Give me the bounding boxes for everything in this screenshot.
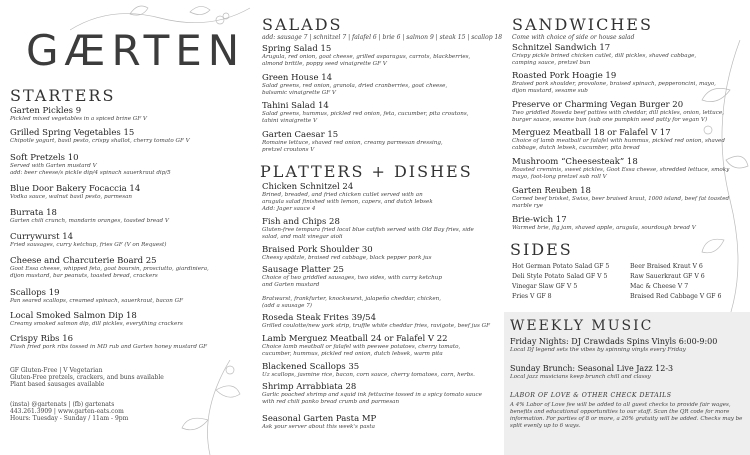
- menu-item: Currywurst 14 Fried sausages, curry ketchup, fries GF (V on Request): [10, 232, 167, 248]
- menu-item: Sausage Platter 25 Choice of two griddled sausages, two sides, with curry ketchup and Garten mustard Bratwurst, frankfurter, knockwurst, jalapeño cheddar, chicken, (add a sausage 7): [262, 265, 442, 309]
- menu-item: Brie-wich 17 Warmed brie, fig jam, shaved apple, arugula, sourdough bread V: [512, 215, 696, 231]
- salad-addons: add: sausage 7 | schnitzel 7 | falafel 6 | brie 6 | salmon 9 | steak 15 | scallop 18: [262, 34, 503, 41]
- side-item: Deli Style Potato Salad GF V 5: [512, 273, 608, 280]
- side-item: Mac & Cheese V 7: [630, 283, 689, 290]
- sandwiches-heading: SANDWICHES: [512, 15, 653, 34]
- menu-item: Soft Pretzels 10 Served with Garten mustard V add: beer cheese/s pickle dip/4 spinach sauerkraut dip/5: [10, 153, 171, 176]
- menu-item: Garten Reuben 18 Corned beef brisket, Swiss, beer braised kraut, 1000 island, beef fat toasted marble rye: [512, 186, 730, 209]
- garten-logo: GÆRTEN: [26, 26, 246, 75]
- labor-of-love-text: A 4% Labor of Love fee will be added to all guest checks to provide fair wages, benefits and educational opportunities to our staff. Scan the QR code for more information. For parties of 8 or more, a 20% gratuity will be added. Checks may be split evenly up to 6 ways.: [510, 402, 743, 429]
- side-item: Vinegar Slaw GF V 5: [512, 283, 578, 290]
- menu-item: Garten Pickles 9 Pickled mixed vegetables in a spiced brine GF V: [10, 106, 147, 122]
- menu-item: Grilled Spring Vegetables 15 Chipotle yogurt, basil pesto, crispy shallot, cherry tomato GF V: [10, 128, 190, 144]
- sides-heading: SIDES: [510, 240, 573, 259]
- menu-item: Tahini Salad 14 Salad greens, hummus, pickled red onion, feta, cucumber, pita croutons, tahini vinaigrette V: [262, 101, 469, 124]
- weekly-music-panel: [504, 312, 750, 455]
- menu-item: Preserve or Charming Vegan Burger 20 Two griddled Roseda beef patties with cheddar, dill pickles, onion, lettuce, burger sauce, sesame bun (sub one pumpkin seed patty for vegan V): [512, 100, 725, 123]
- menu-item: Lamb Merguez Meatball 24 or Falafel V 22 Choice lamb meatball or falafel with peewee potatoes, cherry tomato, cucumber, hummus, pickled red onion, dutch lebsek, warm pita: [262, 334, 461, 357]
- menu-item: Roasted Pork Hoagie 19 Braised pork shoulder, provolone, braised spinach, pepperoncini, mayo, dijon mustard, sesame sub: [512, 71, 716, 94]
- menu-item: Roseda Steak Frites 39/54 Grilled coulotte/new york strip, truffle white cheddar fries, ravigote, beef jus GF: [262, 313, 491, 329]
- menu-item: Green House 14 Salad greens, red onion, granola, dried cranberries, goat cheese, balsamic vinaigrette GF V: [262, 73, 448, 96]
- starters-heading: STARTERS: [10, 86, 116, 105]
- platters-heading: PLATTERS + DISHES: [260, 162, 473, 181]
- menu-item: Local Smoked Salmon Dip 18 Creamy smoked salmon dip, dill pickles, everything crackers: [10, 311, 183, 327]
- side-item: Beer Braised Kraut V 6: [630, 263, 703, 270]
- menu-item: Schnitzel Sandwich 17 Crispy pickle brined chicken cutlet, dill pickles, shaved cabbage, camping sauce, pretzel bun: [512, 43, 697, 66]
- botanical-sketch-bottom-left: [170, 360, 250, 455]
- side-item: Hot German Potato Salad GF 5: [512, 263, 610, 270]
- salads-heading: SALADS: [262, 15, 343, 34]
- menu-item: Spring Salad 15 Arugula, red onion, goat cheese, grilled asparagus, carrots, blackberries, almond brittle, poppy seed vinaigrette GF V: [262, 44, 471, 67]
- side-item: Fries V GF 8: [512, 293, 552, 300]
- music-event: Sunday Brunch: Seasonal Live Jazz 12-3 Local jazz musicians keep brunch chill and classy: [510, 364, 674, 380]
- menu-item: Burrata 18 Garten chili crunch, mandarin oranges, toasted bread V: [10, 208, 169, 224]
- menu-item: Mushroom “Cheesesteak” 18 Roasted creminis, sweet pickles, Goot Essa cheese, shredded lettuce, smoky mayo, foot-long pretzel sub roll V: [512, 157, 730, 180]
- menu-item: Scallops 19 Pan seared scallops, creamed spinach, sauerkraut, bacon GF: [10, 288, 184, 304]
- menu-item: Crispy Ribs 16 Flash fried pork ribs tossed in MD rub and Garten honey mustard GF: [10, 334, 208, 350]
- menu-item: Merguez Meatball 18 or Falafel V 17 Choice of lamb meatball or falafel with hummus, pickled red onion, shaved cabbage, dutch lebsek, cucumber, pita bread: [512, 128, 725, 151]
- labor-of-love-heading: LABOR OF LOVE & OTHER CHECK DETAILS: [510, 392, 672, 399]
- menu-item: Braised Pork Shoulder 30 Cheesy spätzle, braised red cabbage, black pepper pork jus: [262, 245, 432, 261]
- weekly-music-heading: WEEKLY MUSIC: [510, 318, 654, 334]
- menu-item: Garten Caesar 15 Romaine lettuce, shaved red onion, creamy parmesan dressing, pretzel croutons V: [262, 130, 443, 153]
- music-event: Friday Nights: DJ Crawdads Spins Vinyls 6:00-9:00 Local DJ legend sets the vibes by spinning vinyls every Friday: [510, 337, 718, 353]
- sandwiches-subtitle: Come with choice of side or house salad: [512, 34, 635, 41]
- contact-info: (insta) @gartenats | (fb) gartenats 443.261.3909 | www.garten-eats.com Hours: Tuesday - Sunday / 11am - 9pm: [10, 401, 129, 423]
- side-item: Raw Sauerkraut GF V 6: [630, 273, 705, 280]
- menu-item: Cheese and Charcuterie Board 25 Goot Essa cheese, whipped feta, goat boursin, prosciutto, giardiniera, dijon mustard, bar peanuts, toasted bread, crackers: [10, 256, 209, 279]
- menu-item: Fish and Chips 28 Gluten-free tempura fried local blue catfish served with Old Bay fries, side salad, and malt vinegar aioli: [262, 217, 474, 240]
- menu-item: Chicken Schnitzel 24 Brined, breaded, and fried chicken cutlet served with an arugula salad finished with lemon, capers, and dutch lebsek Add: Jager sauce 4: [262, 182, 433, 212]
- menu-item: Seasonal Garten Pasta MP Ask your server about this week's pasta: [262, 414, 377, 430]
- side-item: Braised Red Cabbage V GF 6: [630, 293, 722, 300]
- menu-item: Blue Door Bakery Focaccia 14 Vodka sauce, walnut basil pesto, parmesan: [10, 184, 141, 200]
- menu-item: Shrimp Arrabbiata 28 Garlic poached shrimp and squid ink fettucine tossed in a spicy tomato sauce with red chili panko bread crumb and parmesan: [262, 382, 482, 405]
- dietary-legend: GF Gluten-Free | V Vegetarian Gluten-Free pretzels, crackers, and buns available Plant based sausages available: [10, 367, 164, 389]
- menu-item: Blackened Scallops 35 Uz scallops, jasmine rice, bacon, corn sauce, cherry tomatoes, corn, herbs.: [262, 362, 475, 378]
